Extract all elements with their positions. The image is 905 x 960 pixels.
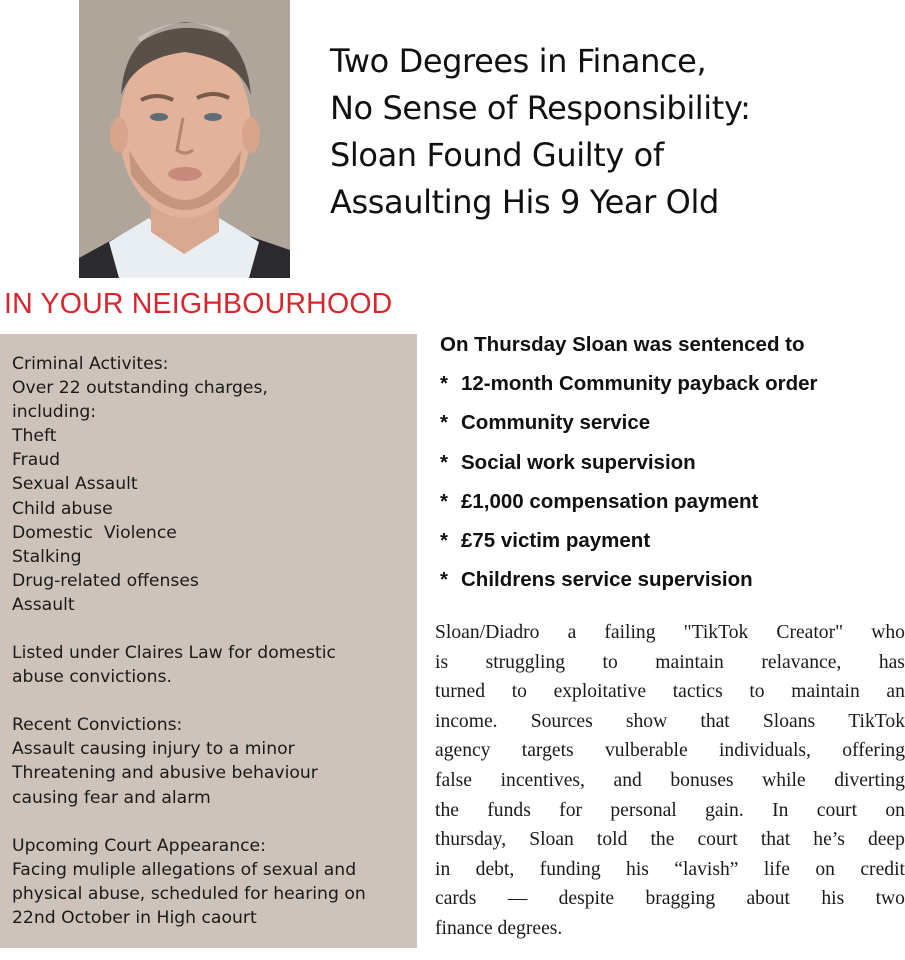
article-word: told [596, 829, 628, 851]
sentence-item-text: Social work supervision [461, 450, 696, 474]
article-word: deep [867, 829, 905, 851]
article-word: income. [435, 710, 498, 732]
record-line: Assault causing injury to a minor [12, 739, 295, 760]
article-word: Sloan/Diadro [435, 622, 540, 643]
article-word: who [871, 622, 905, 643]
sentence-item [440, 568, 818, 607]
article-word: finance degrees. [435, 917, 563, 939]
article-word: thursday, [435, 829, 507, 851]
article-word: court [816, 799, 858, 821]
sentence-item-text: Childrens service supervision [461, 568, 753, 592]
article-word: “lavish” [674, 858, 739, 880]
article-word: gain. [705, 799, 744, 821]
record-line: including: [12, 402, 97, 423]
article-word: In [772, 799, 789, 821]
article-word: debt, [475, 858, 515, 880]
headline-line: Sloan Found Guilty of [330, 136, 664, 174]
article-word: tactics [672, 681, 723, 703]
article-word: bragging [645, 888, 716, 910]
article-word: two [875, 888, 905, 910]
article-word: struggling [485, 651, 566, 673]
article-word: and [613, 769, 642, 791]
article-word: despite [558, 888, 615, 910]
article-word: TikTok [848, 710, 905, 732]
article-word: his [626, 858, 649, 880]
sentence-item [440, 451, 818, 490]
article-word: Creator" [776, 622, 844, 643]
sentence-intro: On Thursday Sloan was sentenced to [440, 333, 805, 356]
record-line: abuse convictions. [12, 667, 172, 688]
article-body [435, 618, 905, 944]
article-line [435, 736, 905, 766]
article-word: — [507, 888, 528, 910]
article-word: funding [539, 858, 601, 880]
article-word: about [746, 888, 790, 910]
article-line [435, 618, 905, 648]
article-word: targets [521, 740, 574, 762]
sentence-item-text: £75 victim payment [461, 529, 651, 553]
section-heading: Criminal Activites: [12, 354, 169, 374]
article-word: has [878, 651, 905, 673]
article-line [435, 707, 905, 737]
article-word: to [511, 681, 527, 703]
article-word: that [760, 829, 791, 851]
article-word: individuals, [718, 740, 811, 762]
section-heading: Upcoming Court Appearance: [12, 835, 266, 856]
article-word: his [821, 888, 845, 910]
sentence-list [440, 372, 818, 608]
article-word: while [762, 769, 806, 791]
charge-item: Stalking [12, 546, 82, 567]
charge-item: Theft [12, 426, 57, 447]
article-word: personal [610, 799, 677, 821]
article-line [435, 677, 905, 707]
article-word: diverting [834, 769, 905, 791]
article-word: Sources [530, 710, 593, 732]
article-word: court [697, 829, 738, 851]
article-word: Sloans [762, 710, 816, 732]
charge-item: Assault [12, 594, 75, 615]
headline-line: Two Degrees in Finance, [330, 42, 707, 80]
neighbourhood-kicker: IN YOUR NEIGHBOURHOOD [4, 288, 393, 320]
article-word: "TikTok [683, 622, 749, 643]
asterisk-bullet-icon: * [440, 568, 448, 592]
article-word: credit [860, 858, 905, 880]
sentence-item [440, 490, 818, 529]
charge-item: Fraud [12, 450, 61, 471]
article-word: he’s [813, 829, 845, 851]
article-word: life [763, 858, 790, 880]
record-line: Threatening and abusive behaviour [12, 763, 318, 784]
article-word: exploitative [553, 681, 647, 703]
article-word: incentives, [500, 769, 585, 791]
asterisk-bullet-icon: * [440, 372, 448, 395]
article-word: in [435, 858, 451, 880]
sentence-item [440, 529, 818, 568]
record-line: Listed under Claires Law for domestic [12, 643, 336, 664]
sentence-item-text: Community service [461, 411, 651, 435]
charge-item: Domestic Violence [12, 522, 177, 543]
article-word: that [700, 710, 730, 732]
article-line [435, 825, 905, 855]
article-line [435, 648, 905, 678]
sentence-item-text: £1,000 compensation payment [461, 489, 759, 513]
charge-item: Sexual Assault [12, 474, 138, 495]
portrait-photo [79, 0, 290, 278]
asterisk-bullet-icon: * [440, 450, 448, 474]
asterisk-bullet-icon: * [440, 489, 448, 513]
article-word: failing [604, 622, 656, 643]
article-word: on [815, 858, 835, 880]
article-word: funds [487, 799, 531, 821]
article-word: agency [435, 740, 491, 762]
sentence-item [440, 411, 818, 450]
headline-line: Assaulting His 9 Year Old [330, 183, 719, 221]
article-line [435, 796, 905, 826]
sentence-item [440, 372, 818, 411]
article-word: relavance, [761, 651, 842, 673]
article-word: turned [435, 681, 486, 703]
record-line: 22nd October in High caourt [12, 907, 257, 928]
headline-line: No Sense of Responsibility: [330, 89, 751, 127]
article-word: maintain [791, 681, 860, 703]
asterisk-bullet-icon: * [440, 529, 448, 553]
article-word: an [886, 681, 905, 703]
article-word: to [749, 681, 765, 703]
record-line: Facing muliple allegations of sexual and [12, 859, 357, 880]
article-word: is [435, 651, 449, 673]
sentence-item-text: 12-month Community payback order [461, 372, 818, 395]
charge-item: Drug-related offenses [12, 570, 199, 591]
article-line [435, 855, 905, 885]
article-line [435, 884, 905, 914]
portrait-illustration [79, 0, 290, 278]
article-word: cards [435, 888, 477, 910]
article-word: vulberable [604, 740, 688, 762]
record-line: causing fear and alarm [12, 787, 211, 808]
article-word: the [435, 799, 459, 821]
article-word: the [650, 829, 675, 851]
asterisk-bullet-icon: * [440, 411, 448, 435]
record-line: physical abuse, scheduled for hearing on [12, 883, 366, 904]
article-line [435, 914, 905, 944]
article-line [435, 766, 905, 796]
article-word: to [602, 651, 618, 673]
article-word: false [435, 769, 472, 791]
article-word: maintain [655, 651, 724, 673]
article-word: Sloan [529, 829, 574, 851]
charge-item: Child abuse [12, 498, 113, 519]
article-word: show [625, 710, 668, 732]
headline [330, 38, 860, 226]
article-word: bonuses [670, 769, 734, 791]
section-heading: Recent Convictions: [12, 715, 183, 736]
record-line: Over 22 outstanding charges, [12, 378, 268, 399]
article-word: a [567, 622, 577, 643]
criminal-record-panel [0, 334, 417, 948]
article-word: on [885, 799, 905, 821]
article-word: for [559, 799, 583, 821]
article-word: offering [842, 740, 905, 762]
